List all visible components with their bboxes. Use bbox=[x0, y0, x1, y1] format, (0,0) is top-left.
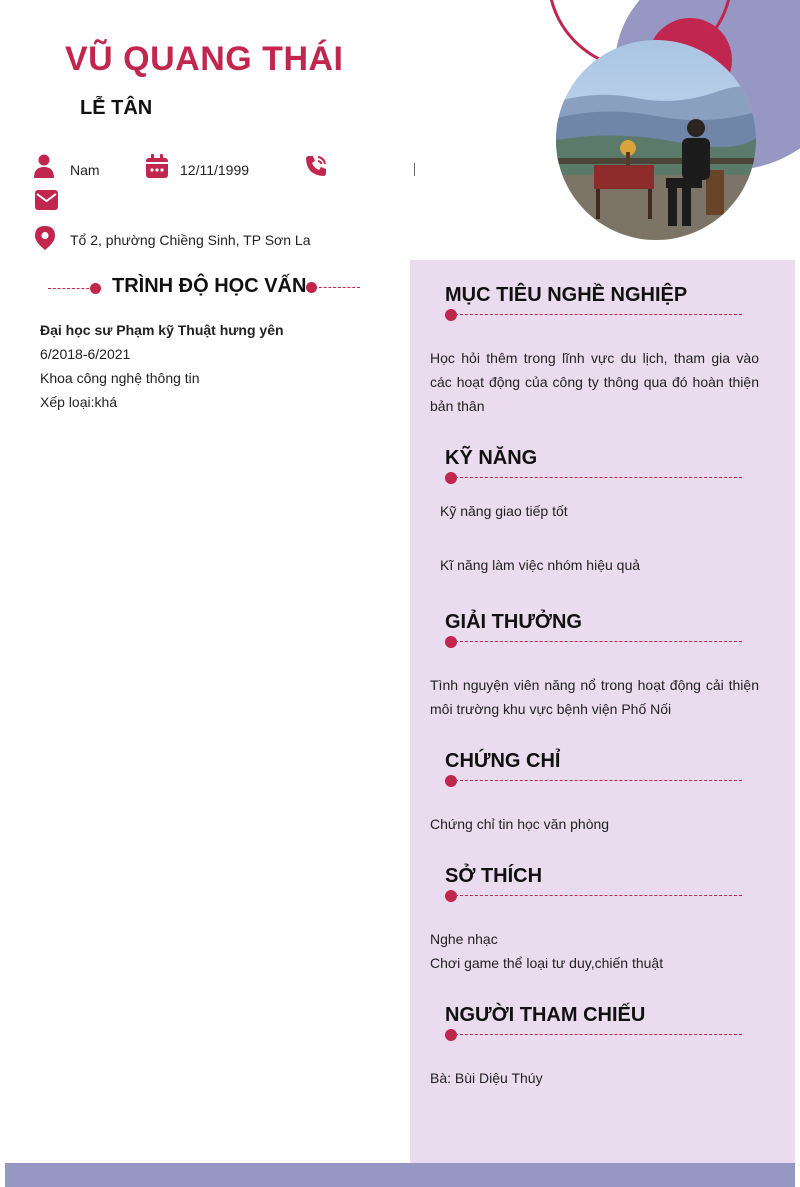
phone-icon bbox=[304, 154, 328, 178]
rank: Xếp loại:khá bbox=[40, 394, 118, 410]
skills-title: KỸ NĂNG bbox=[445, 447, 538, 469]
calendar-icon bbox=[146, 154, 168, 178]
hobbies-title: SỞ THÍCH bbox=[445, 865, 543, 887]
objective-title: MỤC TIÊU NGHỀ NGHIỆP bbox=[445, 284, 688, 306]
objective-text: Học hỏi thêm trong lĩnh vực du lịch, tham gia vào các hoạt động của công ty thông qua đó hoàn thiện bản thân bbox=[430, 350, 759, 414]
references-title: NGƯỜI THAM CHIẾU bbox=[445, 1004, 646, 1026]
divider-line bbox=[314, 287, 360, 288]
skill-item: Kỹ năng giao tiếp tốt bbox=[440, 503, 568, 519]
awards-title: GIẢI THƯỞNG bbox=[445, 611, 582, 633]
skills-divider bbox=[445, 472, 742, 484]
certificates-title: CHỨNG CHỈ bbox=[445, 750, 561, 772]
faculty: Khoa công nghệ thông tin bbox=[40, 370, 200, 386]
divider-dot bbox=[90, 283, 101, 294]
awards-divider bbox=[445, 636, 742, 648]
gender-text: Nam bbox=[70, 162, 100, 178]
references-text: Bà: Bùi Diệu Thúy bbox=[430, 1070, 543, 1086]
hobby-item: Nghe nhạc bbox=[430, 931, 498, 947]
certificates-divider bbox=[445, 775, 742, 787]
references-divider bbox=[445, 1029, 742, 1041]
user-icon bbox=[34, 154, 54, 178]
footer-bar bbox=[5, 1163, 795, 1187]
study-period: 6/2018-6/2021 bbox=[40, 346, 131, 362]
objective-divider bbox=[445, 309, 742, 321]
birthdate-text: 12/11/1999 bbox=[180, 162, 250, 178]
location-pin-icon bbox=[35, 226, 55, 250]
hobby-item: Chơi game thể loại tư duy,chiến thuật bbox=[430, 955, 664, 971]
job-title: LỄ TÂN bbox=[80, 97, 153, 119]
divider-line bbox=[48, 288, 94, 289]
school-name: Đại học sư Phạm kỹ Thuật hưng yên bbox=[40, 322, 284, 338]
education-entry bbox=[40, 318, 380, 414]
candidate-name: VŨ QUANG THÁI bbox=[65, 40, 344, 78]
address-text: Tổ 2, phường Chiềng Sinh, TP Sơn La bbox=[70, 232, 311, 248]
awards-text: Tình nguyện viên năng nổ trong hoạt động cải thiện môi trường khu vực bệnh viện Phố Nối bbox=[430, 677, 759, 717]
profile-photo bbox=[556, 40, 756, 240]
certificates-text: Chứng chỉ tin học văn phòng bbox=[430, 816, 610, 832]
education-header bbox=[48, 272, 360, 304]
skill-item: Kĩ năng làm việc nhóm hiệu quả bbox=[440, 557, 641, 573]
hobbies-divider bbox=[445, 890, 742, 902]
education-title: TRÌNH ĐỘ HỌC VẤN bbox=[112, 275, 307, 297]
email-icon bbox=[35, 190, 58, 210]
phone-divider bbox=[414, 163, 415, 176]
